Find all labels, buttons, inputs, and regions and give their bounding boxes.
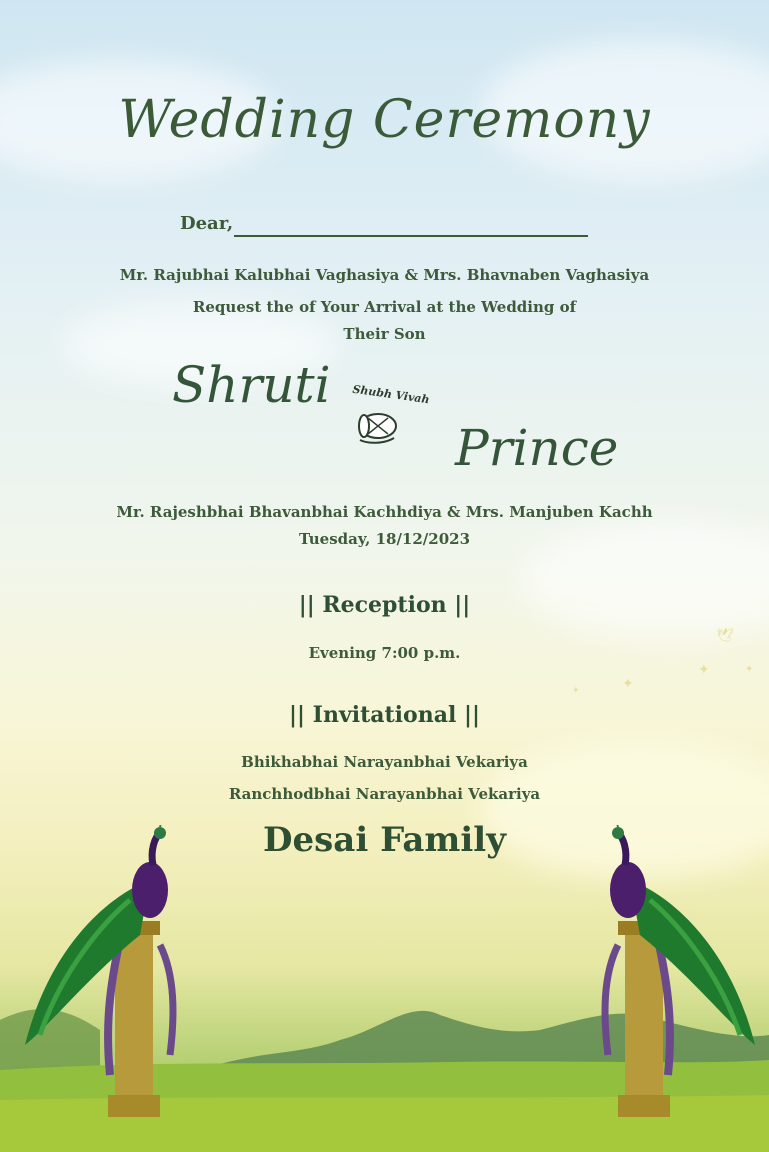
shubh-vivah-emblem [350,382,432,448]
title: Wedding Ceremony [118,90,651,150]
peacock-left-icon [10,825,200,1130]
bird-icon: 🕊 [716,628,734,644]
bride-name: Shruti [172,356,331,414]
bird-icon: ✦ [745,664,754,675]
guest-name-line [234,235,588,237]
groom-name: Prince [455,419,619,477]
bird-icon: ✦ [698,662,710,678]
reception-time: Evening 7:00 p.m. [308,644,461,662]
dear-label: Dear, [180,213,234,234]
reception-heading: || Reception || [298,592,471,618]
relation-line: Their Son [343,325,426,343]
bird-icon: ✦ [572,686,580,696]
emblem-text: Shubh Vivah [351,382,431,407]
request-line: Request the of Your Arrival at the Wedding of [192,298,577,316]
hosts-line: Mr. Rajubhai Kalubhai Vaghasiya & Mrs. Bhavnaben Vaghasiya [119,266,650,284]
invitee-name: Ranchhodbhai Narayanbhai Vekariya [228,785,541,803]
bird-icon: ✦ [622,676,634,692]
peacock-right-icon [580,825,769,1130]
invitee-name: Bhikhabhai Narayanbhai Vekariya [241,753,528,771]
family-name: Desai Family [263,820,506,860]
dhol-drum-icon [354,406,402,446]
wedding-date: Tuesday, 18/12/2023 [298,530,471,548]
bride-parents-line: Mr. Rajeshbhai Bhavanbhai Kachhdiya & Mrs. Manjuben Kachh [116,503,653,521]
invitational-heading: || Invitational || [289,702,480,728]
